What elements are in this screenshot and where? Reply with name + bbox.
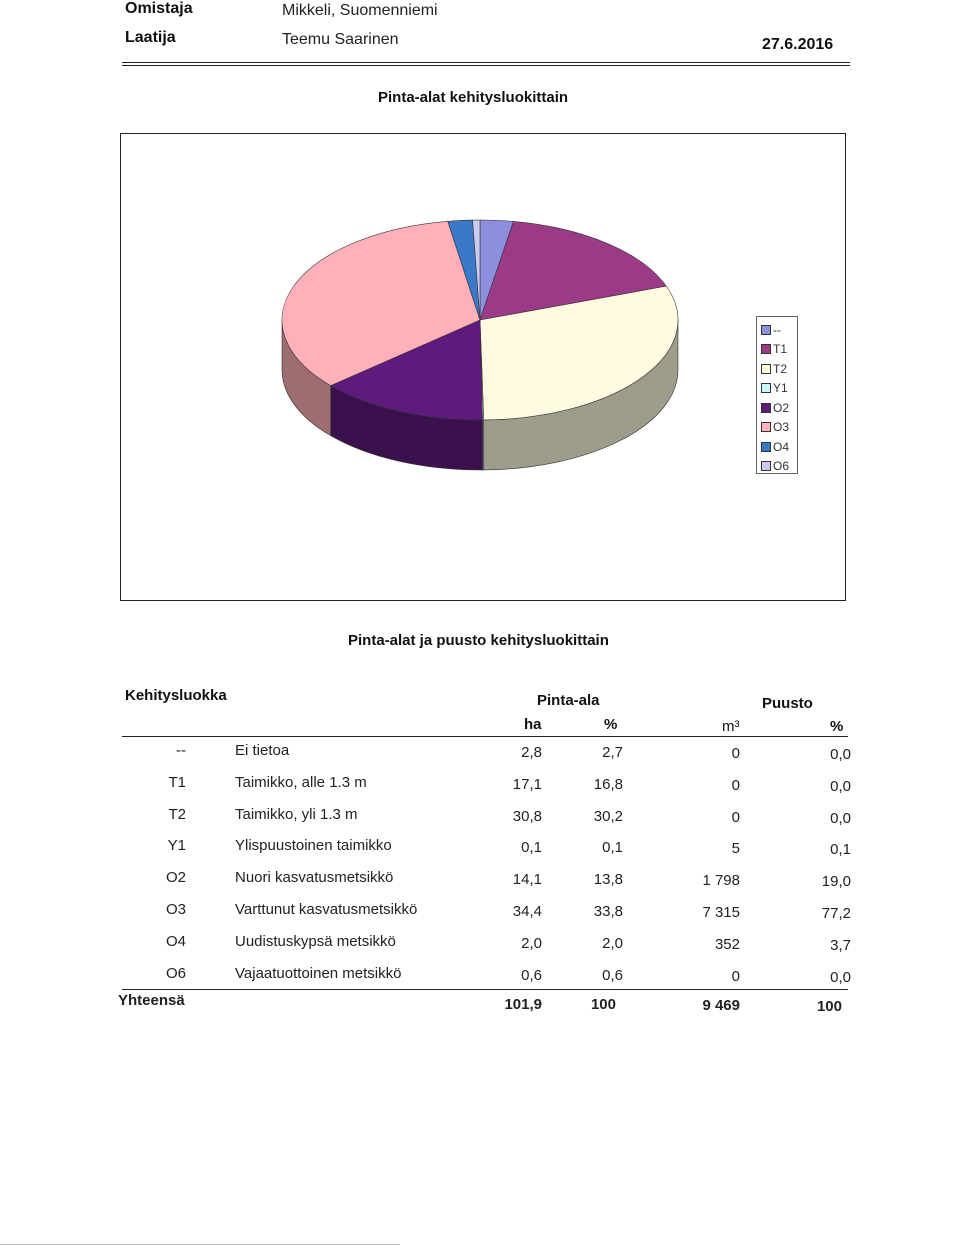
row-pct2: 0,0 <box>830 746 851 763</box>
row-code: T1 <box>168 773 186 791</box>
legend-label: O4 <box>773 439 790 454</box>
legend-label: O3 <box>773 420 790 435</box>
table-total-rule <box>122 989 848 990</box>
row-pct2: 0,0 <box>830 809 851 827</box>
legend-swatch <box>761 344 771 354</box>
row-name: Vajaatuottoinen metsikkö <box>235 964 402 982</box>
legend-label: O2 <box>773 400 790 415</box>
col-area-group-header: Pinta-ala <box>537 692 600 709</box>
row-pct: 2,0 <box>602 934 623 952</box>
pie-chart <box>121 134 845 600</box>
row-code: -- <box>176 742 186 759</box>
legend-swatch <box>761 325 771 335</box>
row-ha: 2,8 <box>521 744 542 761</box>
row-pct2: 0,0 <box>830 968 851 986</box>
row-m3: 0 <box>731 967 740 985</box>
row-ha: 34,4 <box>512 903 542 920</box>
row-ha: 14,1 <box>512 871 542 889</box>
legend-item <box>761 359 797 379</box>
report-date: 27.6.2016 <box>762 36 834 53</box>
col-class-header: Kehitysluokka <box>125 687 227 704</box>
table-title: Pinta-alat ja puusto kehitysluokittain <box>348 632 609 649</box>
row-pct2: 3,7 <box>830 936 851 954</box>
row-code: O2 <box>165 869 186 887</box>
legend-label: O6 <box>773 459 790 474</box>
col-pct2-header: % <box>830 718 844 735</box>
row-code: O4 <box>165 932 186 950</box>
header-rule-top <box>122 62 850 63</box>
row-m3: 0 <box>731 808 740 826</box>
row-pct2: 19,0 <box>821 873 851 891</box>
row-pct: 0,1 <box>602 839 623 857</box>
chart-frame <box>120 133 846 601</box>
row-name: Ei tietoa <box>235 742 290 759</box>
owner-label: Omistaja <box>125 0 193 17</box>
legend-item <box>761 418 797 438</box>
row-pct2: 0,1 <box>830 841 851 859</box>
row-pct2: 77,2 <box>821 905 851 922</box>
row-pct: 30,2 <box>593 807 623 825</box>
row-ha: 0,1 <box>521 839 542 857</box>
chart-title: Pinta-alat kehitysluokittain <box>378 89 569 106</box>
legend-swatch <box>761 442 771 452</box>
row-m3: 0 <box>731 776 740 794</box>
legend-swatch <box>761 364 771 374</box>
col-m3-header: m³ <box>722 718 740 735</box>
row-m3: 5 <box>731 840 740 858</box>
row-m3: 352 <box>714 935 740 953</box>
row-ha: 0,6 <box>521 966 542 984</box>
legend-label: T2 <box>773 361 788 376</box>
row-name: Varttunut kasvatusmetsikkö <box>235 901 418 918</box>
total-pct2: 100 <box>816 998 842 1015</box>
row-name: Ylispuustoinen taimikko <box>235 837 392 855</box>
row-code: Y1 <box>167 837 186 855</box>
col-volume-group-header: Puusto <box>762 695 813 712</box>
legend-item <box>761 437 797 457</box>
legend-swatch <box>761 383 771 393</box>
total-label: Yhteensä <box>118 992 185 1009</box>
row-m3: 1 798 <box>702 872 740 890</box>
legend-item <box>761 398 797 418</box>
table-header-rule <box>122 736 848 737</box>
legend-swatch <box>761 422 771 432</box>
row-pct: 16,8 <box>593 775 623 793</box>
legend-item <box>761 457 797 477</box>
row-pct: 0,6 <box>602 966 623 984</box>
row-code: O3 <box>165 901 186 918</box>
row-pct: 33,8 <box>593 903 623 920</box>
row-name: Nuori kasvatusmetsikkö <box>235 869 394 887</box>
row-pct2: 0,0 <box>830 777 851 795</box>
legend-item <box>761 340 797 360</box>
row-pct: 13,8 <box>593 871 623 889</box>
page-edge-line <box>0 1244 400 1245</box>
legend-swatch <box>761 403 771 413</box>
row-ha: 17,1 <box>512 775 542 793</box>
row-code: O6 <box>165 964 186 982</box>
legend-swatch <box>761 461 771 471</box>
row-name: Taimikko, yli 1.3 m <box>235 805 358 823</box>
row-name: Uudistuskypsä metsikkö <box>235 932 396 950</box>
legend-item <box>761 379 797 399</box>
total-m3: 9 469 <box>702 997 740 1014</box>
row-ha: 2,0 <box>521 934 542 952</box>
col-ha-header: ha <box>524 716 542 733</box>
total-ha: 101,9 <box>504 996 542 1013</box>
row-m3: 7 315 <box>702 904 740 921</box>
author-value: Teemu Saarinen <box>282 31 399 48</box>
row-pct: 2,7 <box>602 744 623 761</box>
legend-item <box>761 320 797 340</box>
row-m3: 0 <box>731 745 740 762</box>
owner-value: Mikkeli, Suomenniemi <box>282 2 438 19</box>
total-pct: 100 <box>590 996 616 1013</box>
row-ha: 30,8 <box>512 807 542 825</box>
author-label: Laatija <box>125 29 176 46</box>
row-code: T2 <box>168 805 186 823</box>
header-rule-bottom <box>122 65 850 66</box>
legend-label: T1 <box>773 342 788 357</box>
col-pct-header: % <box>604 716 618 733</box>
legend-label: -- <box>773 322 781 337</box>
legend-label: Y1 <box>773 381 788 396</box>
row-name: Taimikko, alle 1.3 m <box>235 773 367 791</box>
chart-legend <box>756 316 798 474</box>
